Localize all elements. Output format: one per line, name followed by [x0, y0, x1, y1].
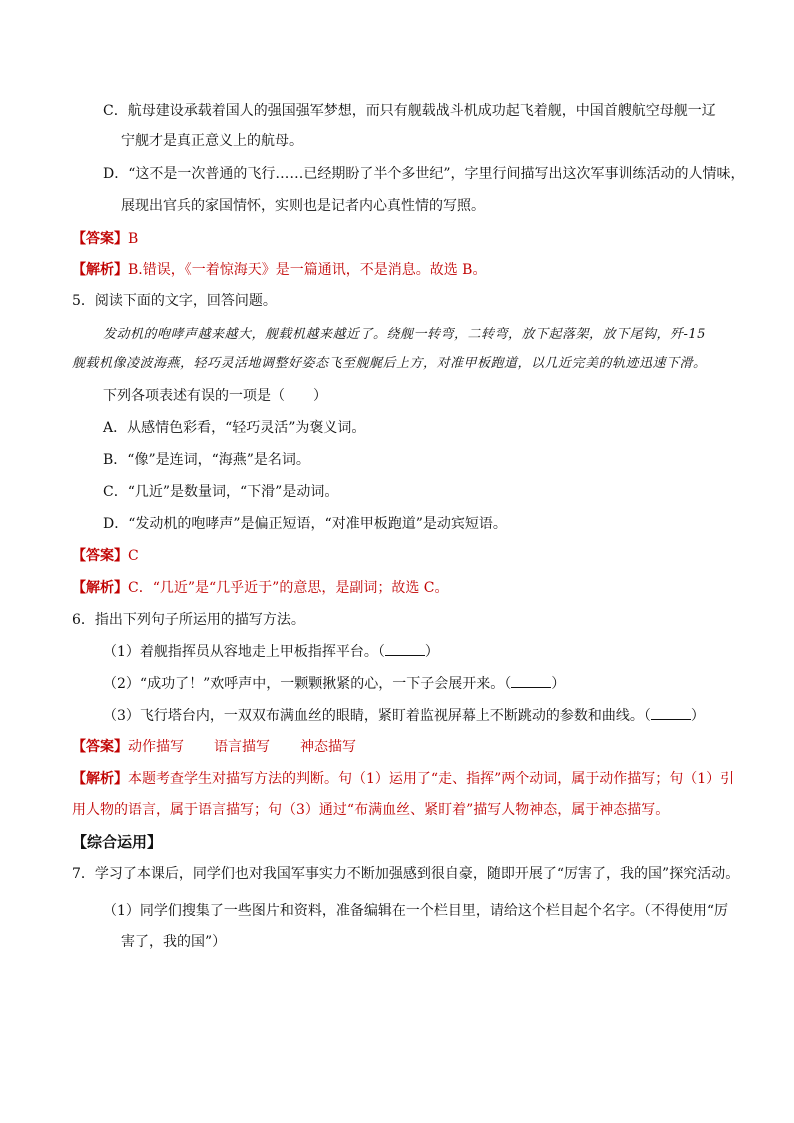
- q4-option-d-line2: 展现出官兵的家国情怀，实则也是记者内心真性情的写照。: [121, 198, 485, 214]
- answer-blank[interactable]: [511, 673, 551, 688]
- section-title: 【综合运用】: [72, 833, 163, 851]
- answer-tag: 【答案】: [72, 548, 128, 564]
- q5-stem: 5．阅读下面的文字，回答问题。: [72, 293, 277, 309]
- q6-item3-text: （3）飞行塔台内，一双双布满血丝的眼睛，紧盯着监视屏幕上不断跳动的参数和曲线。（: [103, 708, 651, 724]
- answer-tag: 【答案】: [72, 231, 128, 247]
- q4-answer: [72, 229, 138, 249]
- analysis-tag: 【解析】: [72, 771, 128, 787]
- q6-item3: [103, 705, 705, 726]
- analysis-text: 本题考查学生对描写方法的判断。句（1）运用了“走、指挥”两个动词，属于动作描写；句（1）引: [128, 771, 735, 787]
- answer-3: 神态描写: [300, 739, 356, 755]
- q6-item1-text: （1）着舰指挥员从容地走上甲板指挥平台。（: [103, 644, 385, 660]
- q4-analysis: [72, 260, 486, 280]
- answer-value: B: [128, 231, 139, 247]
- q6-item3-close: ）: [690, 708, 705, 724]
- q7-item1-line2: 害了，我的国”）: [121, 934, 227, 950]
- q5-answer: [72, 546, 139, 566]
- q5-passage-line2: 舰载机像凌波海燕，轻巧灵活地调整好姿态飞至舰艉后上方，对准甲板跑道，以几近完美的轨迹迅速下滑。: [72, 356, 707, 371]
- analysis-tag: 【解析】: [72, 262, 128, 278]
- analysis-tag: 【解析】: [72, 580, 128, 596]
- q6-item2-close: ）: [551, 676, 566, 692]
- answer-blank[interactable]: [651, 705, 691, 720]
- q7-stem: 7．学习了本课后，同学们也对我国军事实力不断加强感到很自豪，随即开展了“厉害了，我的国”探究活动。: [72, 866, 740, 882]
- answer-tag: 【答案】: [72, 739, 128, 755]
- q4-option-d-line1: D．“这不是一次普通的飞行……已经期盼了半个多世纪”，字里行间描写出这次军事训练活动的人情味，: [103, 166, 745, 182]
- q5-option-c: C．“几近”是数量词，“下滑”是动词。: [103, 484, 339, 500]
- q6-analysis-line2: 用人物的语言，属于语言描写；句（3）通过“布满血丝、紧盯着”描写人物神态，属于神态描写。: [72, 802, 670, 818]
- answer-blank[interactable]: [385, 641, 425, 656]
- q5-passage-line1: 发动机的咆哮声越来越大，舰载机越来越近了。绕舰一转弯，二转弯，放下起落架，放下尾钩，歼-15: [103, 327, 706, 342]
- q6-answer: [72, 737, 356, 757]
- q6-item2-text: （2）“成功了！”欢呼声中，一颗颗揪紧的心，一下子会展开来。（: [103, 676, 512, 692]
- analysis-text: B.错误，《一着惊海天》是一篇通讯，不是消息。故选 B。: [128, 262, 487, 278]
- answer-1: 动作描写: [128, 739, 184, 755]
- q4-option-c-line1: C．航母建设承载着国人的强国强军梦想，而只有舰载战斗机成功起飞着舰，中国首艘航空母舰一辽: [103, 103, 716, 119]
- q5-analysis: [72, 578, 449, 598]
- q7-item1-line1: （1）同学们搜集了一些图片和资料，准备编辑在一个栏目里，请给这个栏目起个名字。（不得使用“厉: [103, 903, 729, 919]
- q5-option-b: B．“像”是连词，“海燕”是名词。: [103, 452, 310, 468]
- answer-2: 语言描写: [214, 739, 270, 755]
- q6-item1: [103, 641, 439, 662]
- q6-stem: 6．指出下列句子所运用的描写方法。: [72, 612, 305, 628]
- q6-item1-close: ）: [424, 644, 439, 660]
- q5-option-d: D．“发动机的咆哮声”是偏正短语，“对准甲板跑道”是动宾短语。: [103, 516, 507, 532]
- analysis-text: C．“几近”是“几乎近于”的意思，是副词；故选 C。: [128, 580, 449, 596]
- q6-analysis-line1: [72, 769, 734, 789]
- q6-item2: [103, 673, 565, 694]
- q5-question: 下列各项表述有误的一项是（ ）: [103, 388, 327, 404]
- q5-option-a: A．从感情色彩看，“轻巧灵活”为褒义词。: [103, 420, 366, 436]
- q4-option-c-line2: 宁舰才是真正意义上的航母。: [121, 133, 303, 149]
- answer-value: C: [128, 548, 139, 564]
